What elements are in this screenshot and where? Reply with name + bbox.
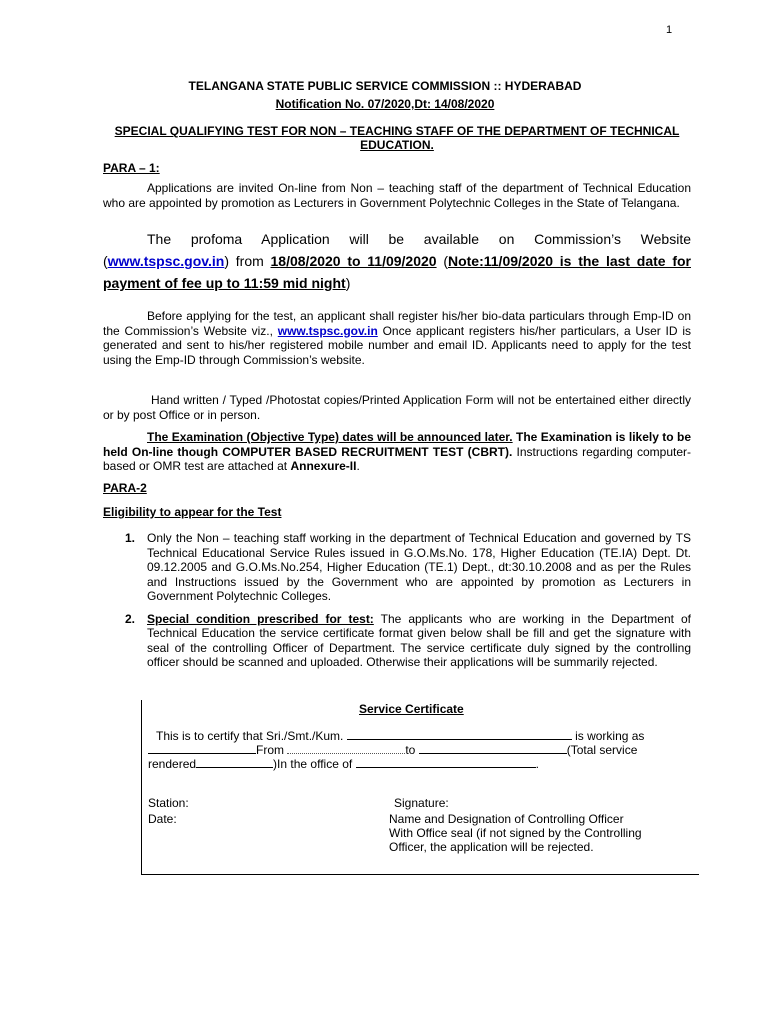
eligibility-heading: Eligibility to appear for the Test	[103, 505, 282, 519]
item-text: The applicants who are working in the Department of Technical Education the service certificate format given below shall be fill and get the signature with seal of the controlling Officer of Department. The service certificate duly signed by the controlling officer should be scanned and uploaded. Otherwise their applications will be summarily rejected.	[147, 611, 691, 669]
certify-line	[156, 728, 644, 743]
to-date-blank[interactable]	[419, 742, 567, 754]
signature-label: Signature:	[394, 796, 449, 810]
availability-dates: (www.tspsc.gov.in) from 18/08/2020 to 11/09/2020 (Note:11/09/2020 is the last date for payment of fee up to 11:59 mid night)	[103, 253, 691, 291]
office-blank[interactable]	[356, 756, 536, 768]
name-blank[interactable]	[347, 728, 572, 740]
eligibility-item	[103, 612, 691, 670]
service-years-blank[interactable]	[196, 756, 273, 768]
item-number: 1.	[125, 531, 136, 545]
handwritten-notice: Hand written / Typed /Photostat copies/Printed Application Form will not be entertained either directly or by post Office or in person.	[103, 393, 691, 422]
certificate-title: Service Certificate	[359, 702, 464, 716]
from-date-blank[interactable]	[287, 742, 405, 754]
certify-text: This is to certify that Sri./Smt./Kum.	[156, 729, 344, 743]
office-of-text: )In the office of	[273, 757, 353, 771]
eligibility-list	[103, 531, 691, 670]
from-label: From	[256, 743, 284, 757]
organization-heading: TELANGANA STATE PUBLIC SERVICE COMMISSION :: HYDERABAD	[188, 79, 582, 93]
annexure-reference: Annexure-II	[290, 459, 357, 473]
date-label: Date:	[148, 812, 177, 826]
para-1-label: PARA – 1:	[103, 161, 160, 175]
para-1-intro: Applications are invited On-line from Non – teaching staff of the department of Technical Education who are appointed by promotion as Lecturers in Government Polytechnic Colleges in the State of Telangana.	[103, 181, 691, 210]
total-service-text: (Total service	[566, 743, 638, 757]
application-dates: 18/08/2020 to 11/09/2020	[270, 253, 437, 269]
website-link-2[interactable]: www.tspsc.gov.in	[277, 323, 378, 338]
subject-heading: SPECIAL QUALIFYING TEST FOR NON – TEACHING STAFF OF THE DEPARTMENT OF TECHNICAL EDUCATION.	[114, 124, 680, 152]
exam-dates-text: The Examination (Objective Type) dates will be announced later.	[147, 430, 513, 444]
item-heading: Special condition prescribed for test:	[147, 611, 374, 626]
instructions-text: Instructions regarding computer-based or OMR test are attached at	[103, 444, 691, 473]
eligibility-item	[103, 531, 691, 604]
to-label: to	[405, 743, 416, 757]
page-number: 1	[666, 24, 673, 36]
office-line: rendered )In the office of .	[148, 757, 539, 771]
registration-text-2: Once applicant registers his/her particulars, a User ID is generated and sent to his/her registered mobile number and email ID. Applicants need to apply for the test using the Emp-ID through Commission’s website.	[103, 323, 691, 367]
designation-blank[interactable]	[148, 742, 256, 754]
availability-line: The profoma Application will be available on Commission’s Website	[147, 231, 691, 247]
item-text: Only the Non – teaching staff working in the department of Technical Education and governed by TS Technical Educational Service Rules issued in G.O.Ms.No. 178, Higher Education (TE.IA) Dept. Dt. 09.12.2005 and G.O.Ms.No.254, Higher Education (TE.1) Dept., dt:30.10.2008 and as per the Rules and Instructions issued by the Government who are appointed by promotion as Lecturers in Government Polytechnic Colleges.	[147, 531, 691, 603]
para-2-label: PARA-2	[103, 481, 147, 495]
notification-number: Notification No. 07/2020,Dt: 14/08/2020	[275, 97, 495, 111]
website-link[interactable]: www.tspsc.gov.in	[107, 253, 225, 269]
station-label: Station:	[148, 796, 189, 810]
registration-paragraph	[103, 309, 691, 367]
instructions-end: .	[356, 459, 360, 473]
examination-paragraph	[103, 430, 691, 474]
officer-line-2: With Office seal (if not signed by the Controlling	[389, 826, 642, 840]
service-certificate-box	[141, 700, 699, 875]
from-text: from	[235, 253, 264, 269]
officer-line-1: Name and Designation of Controlling Officer	[389, 812, 624, 826]
last-date-note: Note:11/09/2020 is the last date for payment of fee up to 11:59 mid night	[103, 253, 691, 291]
service-period-line	[148, 742, 637, 757]
officer-line-3: Officer, the application will be rejected.	[389, 840, 594, 854]
is-working-as-text: is working as	[575, 729, 645, 743]
registration-text: Before applying for the test, an applicant shall register his/her bio-data particulars through Emp-ID on the Commission’s Website viz.,	[103, 309, 691, 338]
exam-mode-text: The Examination is likely to be held On-line though COMPUTER BASED RECRUITMENT TEST (CBRT).	[103, 430, 691, 459]
rendered-text: rendered	[148, 757, 197, 771]
item-number: 2.	[125, 611, 136, 626]
